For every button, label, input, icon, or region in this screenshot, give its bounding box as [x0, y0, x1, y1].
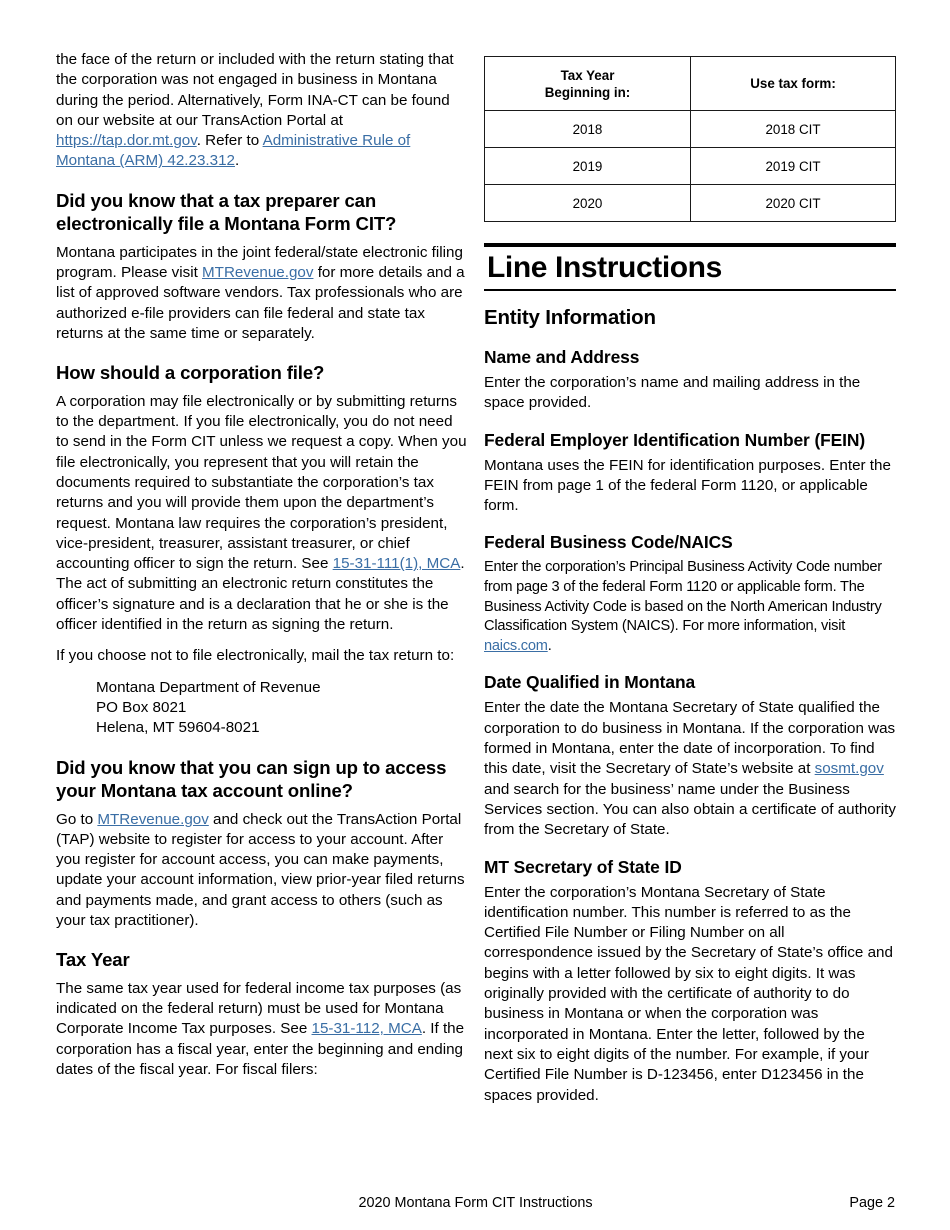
mtrevenue-link-signup[interactable]: MTRevenue.gov	[97, 810, 209, 828]
tax-year-paragraph	[56, 979, 468, 1080]
efile-text-part2: for more details and a list of approved software vendors. Tax professionals who are authorized e-file providers can file federal and state tax returns at the same time or separately.	[56, 264, 465, 342]
signup-text-part2: and check out the TransAction Portal (TAP) website to register for access to your account. After you register for account access, you can make payments, update your account information, view prior-year filed returns and payments made, and grant access to others (such as your tax practitioner).	[56, 810, 465, 929]
how-file-paragraph	[56, 392, 468, 636]
date-qualified-paragraph	[484, 698, 896, 840]
name-address-paragraph: Enter the corporation’s name and mailing address in the space provided.	[484, 374, 861, 412]
tax-year-text-part2: . If the corporation has a fiscal year, enter the beginning and ending dates of the fiscal year. For fiscal filers:	[56, 1020, 465, 1078]
heading-how-should-corporation-file: How should a corporation file?	[56, 362, 325, 384]
mtrevenue-link-efile[interactable]: MTRevenue.gov	[202, 264, 314, 282]
naics-paragraph	[484, 558, 896, 656]
table-cell-year: 2019	[485, 148, 691, 185]
heading-entity-information: Entity Information	[484, 306, 656, 329]
table-row	[485, 185, 896, 222]
date-qualified-text-part2: and search for the business’ name under the Business Services section. You can also obtain a certificate of authority from the Secretary of State.	[484, 780, 896, 839]
table-cell-form: 2018 CIT	[691, 111, 896, 148]
intro-paragraph	[56, 50, 468, 172]
table-cell-year: 2020	[485, 185, 691, 222]
signup-text-part1: Go to	[56, 810, 98, 828]
naics-text-part1: Enter the corporation’s Principal Business Activity Code number from page 3 of the federal Form 1120 or applicable form. The Business Activity Code is based on the North American Industry Classification System (NAICS). For more information, visit	[484, 559, 882, 635]
table-header-tax-year-line2: Beginning in:	[544, 84, 631, 100]
line-instructions-banner	[484, 243, 896, 291]
signup-paragraph	[56, 810, 468, 932]
heading-name-and-address: Name and Address	[484, 347, 640, 367]
intro-text-part3: .	[234, 152, 240, 170]
table-row	[485, 148, 896, 185]
mailing-address-line-1: Montana Department of Revenue	[96, 678, 321, 696]
table-header-row	[485, 57, 896, 111]
footer-page-number: Page 2	[849, 1195, 895, 1211]
mailing-address-block	[56, 678, 468, 739]
table-cell-year: 2018	[485, 111, 691, 148]
tax-year-text-part1: The same tax year used for federal income tax purposes (as indicated on the federal return) must be used for Montana Corporate Income Tax purposes. See	[56, 979, 462, 1038]
how-file-text-part2: . The act of submitting an electronic return constitutes the officer’s signature and is a declaration that he or she is the officer identified in the return as signing the return.	[56, 555, 465, 634]
heading-fein: Federal Employer Identification Number (FEIN)	[484, 429, 866, 450]
heading-signup-online-account: Did you know that you can sign up to access your Montana tax account online?	[56, 756, 447, 802]
efile-paragraph	[56, 243, 468, 344]
mailing-address-line-3: Helena, MT 59604-8021	[96, 719, 260, 737]
heading-tax-year: Tax Year	[56, 949, 130, 971]
table-header-tax-year-line1: Tax Year	[560, 67, 615, 83]
table-row	[485, 111, 896, 148]
tax-year-form-table	[484, 56, 896, 222]
intro-text-part2: . Refer to	[196, 132, 263, 150]
table-header-tax-year	[485, 57, 691, 111]
naics-text-part2: .	[547, 637, 552, 654]
mailing-address-line-2: PO Box 8021	[96, 698, 187, 716]
footer-document-title: 2020 Montana Form CIT Instructions	[358, 1195, 593, 1211]
table-cell-form: 2019 CIT	[691, 148, 896, 185]
table-header-use-tax-form: Use tax form:	[691, 57, 896, 111]
table-cell-form: 2020 CIT	[691, 185, 896, 222]
right-column	[484, 243, 896, 1106]
sosmt-gov-link[interactable]: sosmt.gov	[814, 760, 884, 778]
naics-com-link[interactable]: naics.com	[484, 637, 548, 654]
heading-mt-secretary-of-state-id: MT Secretary of State ID	[484, 856, 682, 877]
fein-paragraph: Montana uses the FEIN for identification purposes. Enter the FEIN from page 1 of the federal Form 1120, or applicable form.	[484, 456, 891, 515]
mt-sos-id-paragraph: Enter the corporation’s Montana Secretary of State identification number. This number is referred to as the Certified File Number or Filing Number on all correspondence issued by the Secretary of State’s office and begins with a letter followed by six to eight digits. It was originally provided with the certificate of authority to do business in Montana or when the corporation was incorporated in Montana. Enter the letter, followed by the next six to eight digits of the number. For example, if your Certified File Number is D-123456, enter D123456 in the spaces provided.	[484, 883, 893, 1104]
mail-instructions-paragraph: If you choose not to file electronically, mail the tax return to:	[56, 647, 455, 665]
arm-rule-link[interactable]: Administrative Rule of Montana (ARM) 42.23.312	[56, 132, 411, 170]
date-qualified-text-part1: Enter the date the Montana Secretary of State qualified the corporation to do business in Montana. If the corporation was formed in Montana, enter the date of incorporation. To find this date, visit the Secretary of State’s website at	[484, 699, 896, 778]
intro-text-part1: the face of the return or included with the return stating that the corporation was not engaged in business in Montana during the period. Alternatively, Form INA-CT can be found on our website at our TransAction Portal at	[56, 51, 454, 129]
tap-portal-link[interactable]: https://tap.dor.mt.gov	[56, 132, 197, 150]
left-column	[56, 50, 468, 1080]
mca-15-31-111-link[interactable]: 15-31-111(1), MCA	[332, 555, 461, 573]
heading-date-qualified-in-montana: Date Qualified in Montana	[484, 672, 696, 693]
mca-15-31-112-link[interactable]: 15-31-112, MCA	[311, 1020, 422, 1038]
efile-text-part1: Montana participates in the joint federal/state electronic filing program. Please visit	[56, 243, 463, 282]
banner-title: Line Instructions	[487, 251, 722, 284]
page-footer	[56, 1193, 895, 1213]
how-file-text-part1: A corporation may file electronically or by submitting returns to the department. If you file electronically, you do not need to send in the Form CIT unless we request a copy. When you file electronically, you represent that you will retain the documents required to substantiate the corporation’s tax returns and you will provide them upon the department’s request. Montana law requires the corporation’s president, vice-president, treasurer, assistant treasurer, or chief accounting officer to sign the return. See	[56, 392, 467, 573]
heading-efile: Did you know that a tax preparer can electronically file a Montana Form CIT?	[56, 189, 397, 235]
heading-federal-business-code-naics: Federal Business Code/NAICS	[484, 532, 733, 553]
